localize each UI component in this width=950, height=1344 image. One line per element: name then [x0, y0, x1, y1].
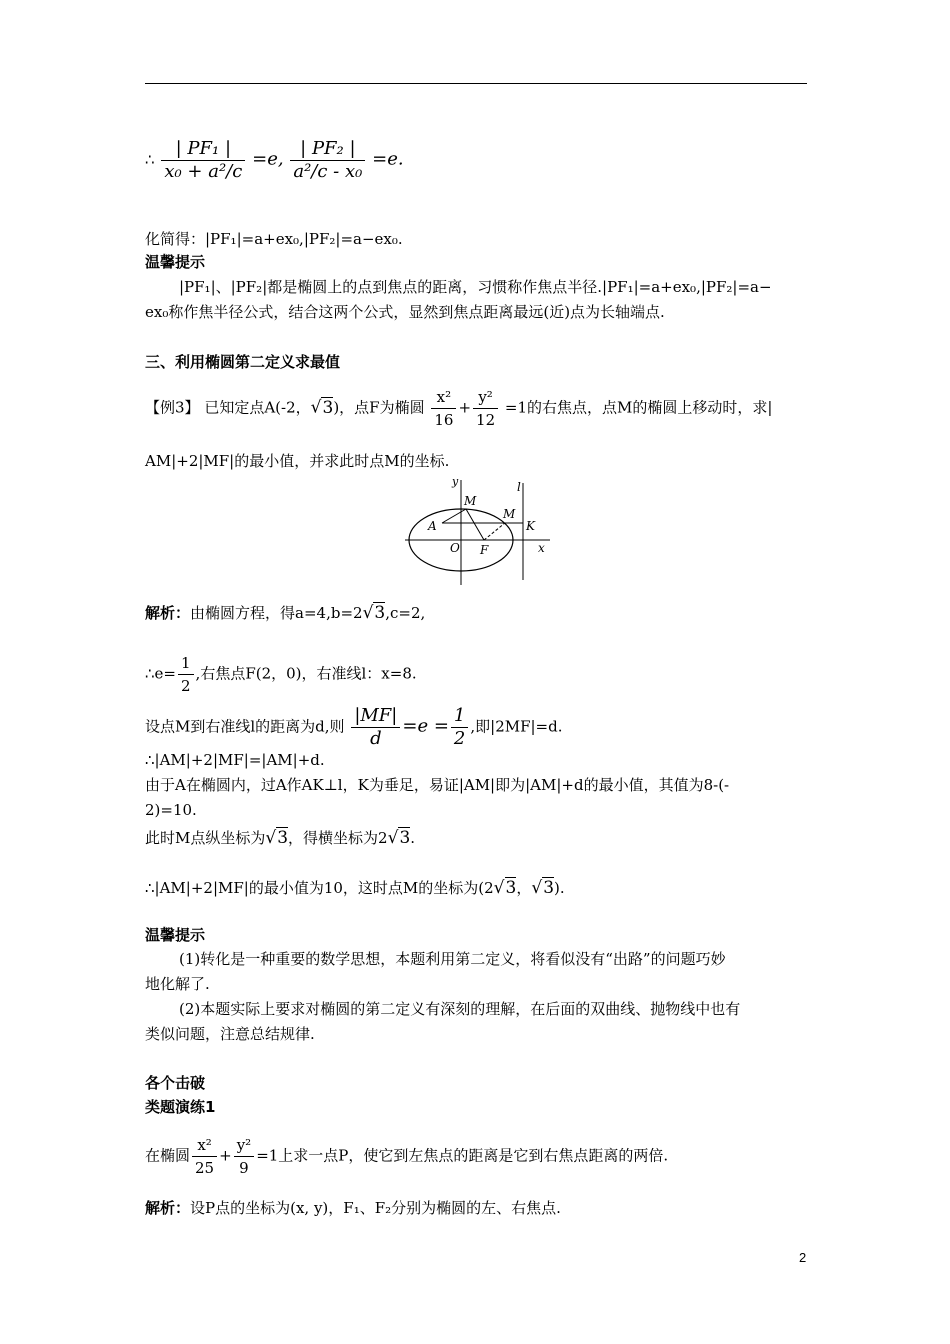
solution-label: 解析：	[145, 1199, 191, 1217]
solution-line7	[145, 828, 415, 848]
tip2-line2: 地化解了.	[145, 975, 210, 993]
solution-line5: 由于A在椭圆内，过A作AK⊥l，K为垂足，易证|AM|即为|AM|+d的最小值，其值为8-(-	[145, 776, 730, 794]
sqrt-3: √3	[362, 603, 386, 623]
fraction-denominator: 2	[453, 728, 466, 749]
sqrt-3: √3	[310, 397, 334, 418]
fraction-y2-9	[234, 1134, 255, 1179]
fraction-denominator: x₀ + a²/c	[164, 161, 243, 182]
sqrt-3: √3	[531, 878, 555, 898]
solution-line3	[145, 705, 563, 750]
label-x: x	[538, 541, 545, 555]
fraction-numerator: | PF₂ |	[290, 138, 365, 161]
label-m1: M	[464, 494, 477, 508]
simplify-line: 化简得：|PF₁|=a+ex₀,|PF₂|=a−ex₀.	[145, 230, 403, 248]
text: ,右焦点F(2，0)，右准线l：x=8.	[195, 664, 417, 683]
text: .	[410, 829, 416, 847]
line-am	[442, 509, 466, 523]
sqrt-value: 3	[543, 878, 555, 898]
sqrt-value: 3	[399, 828, 411, 848]
ellipse-figure	[400, 475, 560, 590]
equals-e-end: =e.	[372, 148, 404, 170]
plus: +	[219, 1146, 232, 1165]
line-mf	[466, 509, 484, 540]
fraction-denominator: 16	[434, 411, 454, 429]
label-o: O	[450, 541, 460, 555]
practice-title: 类题演练1	[145, 1098, 216, 1116]
plus: +	[458, 398, 472, 417]
text: ).	[554, 879, 565, 897]
tip2-title: 温馨提示	[145, 926, 206, 944]
header-rule	[145, 83, 807, 84]
text: 此时M点纵坐标为	[145, 829, 266, 847]
page-number: 2	[799, 1250, 807, 1265]
text: 已知定点A(-2，	[204, 398, 311, 417]
text: ,c=2,	[385, 604, 426, 622]
text: )，点F为椭圆	[333, 398, 425, 417]
sqrt-3: √3	[387, 828, 411, 848]
equals-e: =e =	[402, 715, 449, 737]
fraction-denominator: 9	[239, 1159, 249, 1177]
label-y: y	[452, 475, 459, 488]
solution-line2	[145, 652, 417, 697]
fraction-numerator: x²	[431, 386, 456, 409]
fraction-denominator: 12	[476, 411, 496, 429]
text: =1的右焦点，点M的椭圆上移动时，求|	[504, 398, 773, 417]
equals-e: =e,	[252, 148, 284, 170]
tip2-line1: (1)转化是一种重要的数学思想，本题利用第二定义，将看似没有“出路”的问题巧妙	[179, 950, 726, 968]
fraction-pf2	[290, 138, 365, 183]
therefore-symbol: ∴	[145, 150, 155, 169]
text: 在椭圆	[145, 1146, 191, 1165]
label-k: K	[526, 519, 535, 533]
fraction-denominator: 25	[195, 1159, 215, 1177]
text: =1上求一点P，使它到左焦点的距离是它到右焦点距离的两倍.	[256, 1146, 669, 1165]
solution-line6: 2)=10.	[145, 801, 197, 819]
sqrt-value: 3	[277, 828, 289, 848]
section3-heading: 三、利用椭圆第二定义求最值	[145, 353, 341, 371]
sqrt-value: 3	[374, 603, 386, 623]
text: 设P点的坐标为(x, y)，F₁、F₂分别为椭圆的左、右焦点.	[190, 1199, 561, 1217]
fraction-numerator: 1	[451, 705, 468, 728]
solution-line1	[145, 603, 425, 623]
text: ，得横坐标为2	[288, 829, 388, 847]
break-title: 各个击破	[145, 1074, 206, 1092]
solution-label: 解析：	[145, 604, 191, 622]
solution-line8	[145, 878, 565, 898]
fraction-numerator: 1	[178, 652, 194, 675]
text: ,即|2MF|=d.	[470, 717, 563, 736]
fraction-numerator: y²	[234, 1134, 255, 1157]
fraction-half	[451, 705, 468, 750]
sqrt-3: √3	[493, 878, 517, 898]
sqrt-3: √3	[265, 828, 289, 848]
label-a: A	[428, 519, 437, 533]
tip1-line1: |PF₁|、|PF₂|都是椭圆上的点到焦点的距离，习惯称作焦点半径.|PF₁|=a+ex₀,|PF₂|=a−	[179, 278, 772, 296]
formula-focal-ratio	[145, 138, 404, 183]
fraction-pf1	[161, 138, 245, 183]
fraction-numerator: |MF|	[351, 705, 400, 728]
line-fm-dashed	[484, 523, 505, 540]
fraction-denominator: 2	[181, 677, 191, 695]
fraction-denominator: d	[370, 728, 382, 749]
sqrt-value: 3	[322, 397, 334, 418]
fraction-mf-d	[351, 705, 400, 750]
label-f: F	[480, 543, 489, 557]
fraction-denominator: a²/c - x₀	[293, 161, 363, 182]
text: ∴e=	[145, 664, 176, 683]
text: 由椭圆方程，得a=4,b=2	[190, 604, 363, 622]
sqrt-value: 3	[505, 878, 517, 898]
fraction-y2-12	[473, 386, 498, 431]
tip1-line2: ex₀称作焦半径公式，结合这两个公式，显然到焦点距离最远(近)点为长轴端点.	[145, 303, 665, 321]
practice-question	[145, 1134, 668, 1179]
fraction-numerator: x²	[192, 1134, 217, 1157]
example-tag: 【例3】	[145, 398, 200, 417]
text: 设点M到右准线l的距离为d,则	[145, 717, 345, 736]
label-l: l	[517, 480, 521, 494]
solution-line4: ∴|AM|+2|MF|=|AM|+d.	[145, 751, 325, 769]
practice-solution	[145, 1198, 561, 1218]
fraction-x2-25	[192, 1134, 217, 1179]
tip2-line4: 类似问题，注意总结规律.	[145, 1025, 315, 1043]
example3-line1	[145, 386, 772, 431]
text: ，	[516, 879, 532, 897]
example3-line2: AM|+2|MF|的最小值，并求此时点M的坐标.	[145, 452, 450, 470]
tip1-title: 温馨提示	[145, 253, 206, 271]
fraction-half	[178, 652, 194, 697]
fraction-numerator: | PF₁ |	[161, 138, 245, 161]
tip2-line3: (2)本题实际上要求对椭圆的第二定义有深刻的理解，在后面的双曲线、抛物线中也有	[179, 1000, 741, 1018]
label-m2: M	[503, 507, 516, 521]
fraction-x2-16	[431, 386, 456, 431]
text: ∴|AM|+2|MF|的最小值为10，这时点M的坐标为(2	[145, 879, 494, 897]
fraction-numerator: y²	[473, 386, 498, 409]
